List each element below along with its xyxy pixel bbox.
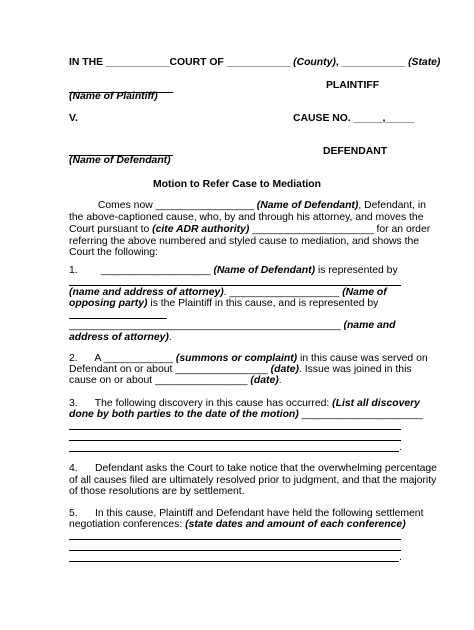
p2-line-3: cause on or about ________________ (date). [69, 375, 282, 386]
p5-line-2: negotiation conferences: (state dates and amount of each conference) [69, 519, 406, 530]
intro-line-3: Court pursuant to (cite ADR authority) _____________________ for an order [69, 224, 431, 235]
court-line: IN THE ___________COURT OF ___________ (County), ___________ (State) [69, 57, 441, 68]
defendant-role: DEFENDANT [323, 146, 388, 157]
p3-blank-line-1 [69, 429, 401, 430]
p4-line-3: of those resolutions are by settlement. [69, 486, 245, 497]
p1-blank-line-2 [69, 318, 167, 319]
p1-line-3: opposing party) is the Plaintiff in this cause, and is represented by [69, 298, 379, 309]
p5-period: . [399, 552, 402, 563]
versus: V. [69, 113, 78, 124]
p3-blank-line-2 [69, 440, 401, 441]
intro-line-4: referring the above numbered and styled cause to mediation, and shows the [69, 236, 420, 247]
p1-line-2: (name and address of attorney). ___________________ (Name of [69, 287, 387, 298]
p5-line-1: 5. In this cause, Plaintiff and Defendant have held the following settlement [69, 508, 424, 519]
intro-line-2: the above-captioned cause, who, by and through his attorney, and moves the [69, 212, 424, 223]
plaintiff-name-label: (Name of Plaintiff) [69, 91, 158, 102]
p5-blank-line-3 [69, 561, 399, 562]
plaintiff-role: PLAINTIFF [326, 80, 380, 91]
cause-number: CAUSE NO. _____,_____ [293, 113, 415, 124]
defendant-name-label: (Name of Defendant) [69, 155, 171, 166]
p2-line-1: 2. A ____________ (summons or complaint) in this cause was served on [69, 353, 428, 364]
p5-blank-line-2 [69, 550, 401, 551]
p3-line-2: done by both parties to the date of the motion) _____________________ [69, 409, 423, 420]
p3-blank-line-3 [69, 451, 399, 452]
p3-line-1: 3. The following discovery in this cause has occurred: (List all discovery [69, 398, 420, 409]
p1-line-1: 1. ___________________ (Name of Defendant) is represented by [69, 265, 398, 276]
p2-line-2: Defendant on or about ________________ (date). Issue was joined in this [69, 364, 412, 375]
intro-line-1: Comes now _________________ (Name of Defendant), Defendant, in [69, 200, 426, 211]
p4-line-1: 4. Defendant asks the Court to take notice that the overwhelming percentage [69, 463, 437, 474]
state-label: (State) [408, 57, 441, 68]
p1-blank-line-1 [69, 285, 401, 286]
document-title: Motion to Refer Case to Mediation [153, 179, 321, 190]
p5-blank-line-1 [69, 539, 401, 540]
p1-line-5: _______________________________________________ (name and [69, 320, 396, 331]
intro-line-5: Court the following: [69, 247, 158, 258]
county-label: (County) [293, 57, 336, 68]
p4-line-2: of all causes filed are ultimately resolved prior to judgment, and that the majority [69, 475, 437, 486]
p3-period: . [399, 442, 402, 453]
p1-line-6: address of attorney). [69, 332, 172, 343]
